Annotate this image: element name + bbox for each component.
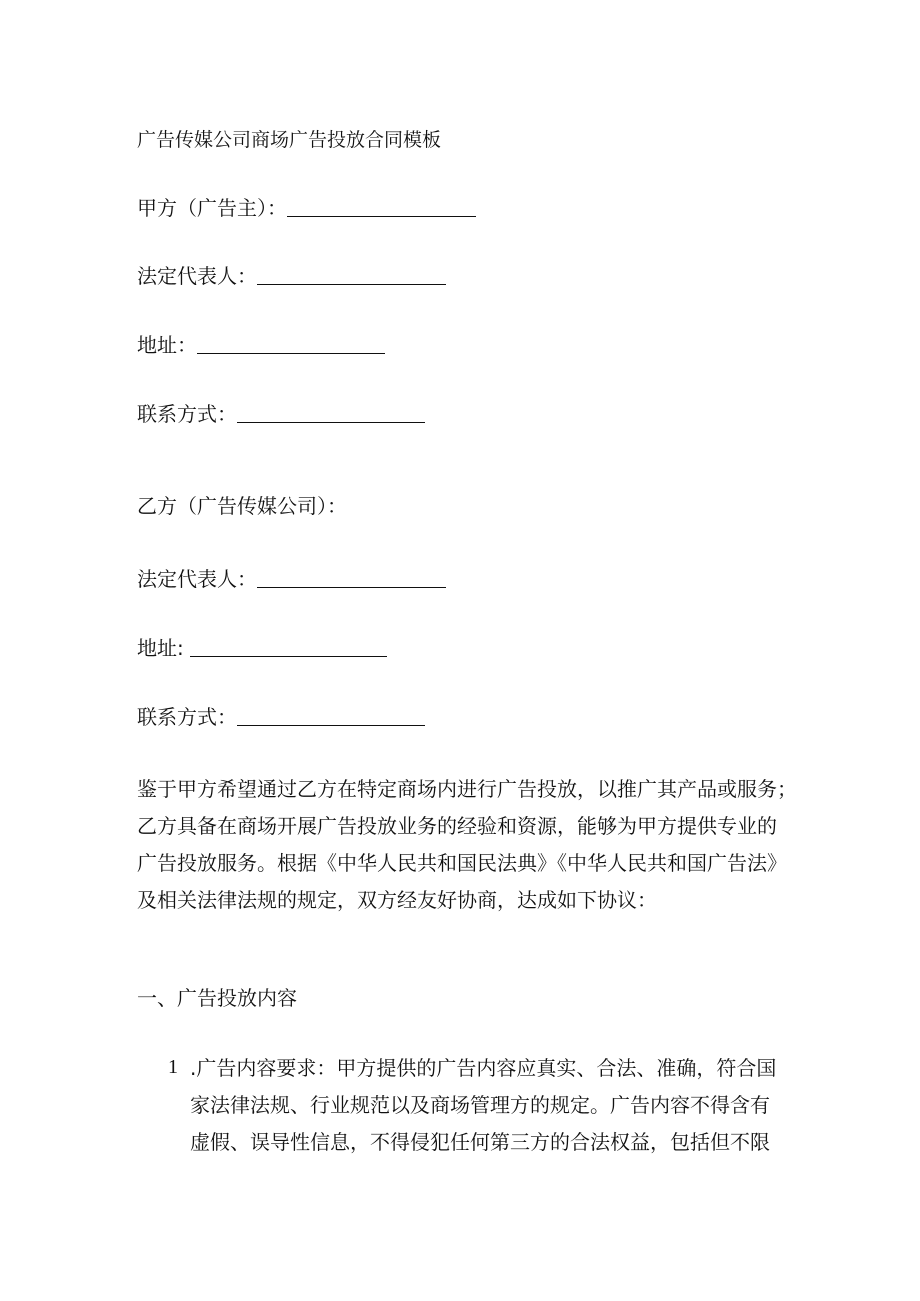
party-b-address-label: 地址: — [137, 636, 184, 660]
party-b-representative-field — [137, 567, 446, 591]
party-a-representative-label: 法定代表人： — [137, 264, 257, 288]
preamble-line: 乙方具备在商场开展广告投放业务的经验和资源，能够为甲方提供专业的 — [137, 814, 777, 838]
party-a-name-field — [137, 196, 476, 220]
section-heading-text: 一、广告投放内容 — [137, 986, 297, 1010]
preamble-paragraph — [137, 771, 817, 919]
preamble-line: 广告投放服务。根据《中华人民共和国民法典》《中华人民共和国广告法》 — [137, 851, 787, 875]
document-title-text: 广告传媒公司商场广告投放合同模板 — [137, 129, 442, 151]
preamble-line: 鉴于甲方希望通过乙方在特定商场内进行广告投放，以推广其产品或服务； — [137, 777, 797, 801]
party-a-representative-field — [137, 264, 446, 288]
party-b-contact-blank — [237, 705, 425, 726]
party-a-name-label: 甲方（广告主）： — [137, 196, 287, 220]
section-heading — [137, 986, 297, 1010]
party-a-representative-blank — [257, 264, 446, 285]
party-a-address-blank — [197, 333, 385, 354]
document-title — [137, 128, 441, 152]
clause-text — [190, 1050, 810, 1161]
clause-line: .广告内容要求：甲方提供的广告内容应真实、合法、准确，符合国 — [190, 1056, 777, 1080]
party-b-contact-label: 联系方式： — [137, 705, 237, 729]
party-b-representative-label: 法定代表人： — [137, 567, 257, 591]
party-a-contact-field — [137, 402, 425, 426]
clause-number: 1 — [168, 1056, 178, 1078]
party-a-address-label: 地址： — [137, 333, 197, 357]
party-b-address-blank — [190, 636, 387, 657]
party-a-contact-label: 联系方式： — [137, 402, 237, 426]
party-b-contact-field — [137, 705, 425, 729]
preamble-line: 及相关法律法规的规定，双方经友好协商，达成如下协议： — [137, 888, 657, 912]
party-b-representative-blank — [257, 567, 446, 588]
party-b-name-label: 乙方（广告传媒公司）： — [137, 494, 347, 518]
party-a-name-blank — [287, 196, 476, 217]
clause-line: 家法律法规、行业规范以及商场管理方的规定。广告内容不得含有 — [190, 1093, 770, 1117]
party-b-address-field — [137, 636, 387, 660]
party-b-name-field — [137, 494, 347, 518]
party-a-address-field — [137, 333, 385, 357]
party-a-contact-blank — [237, 402, 425, 423]
clause-line: 虚假、误导性信息，不得侵犯任何第三方的合法权益，包括但不限 — [190, 1130, 770, 1154]
